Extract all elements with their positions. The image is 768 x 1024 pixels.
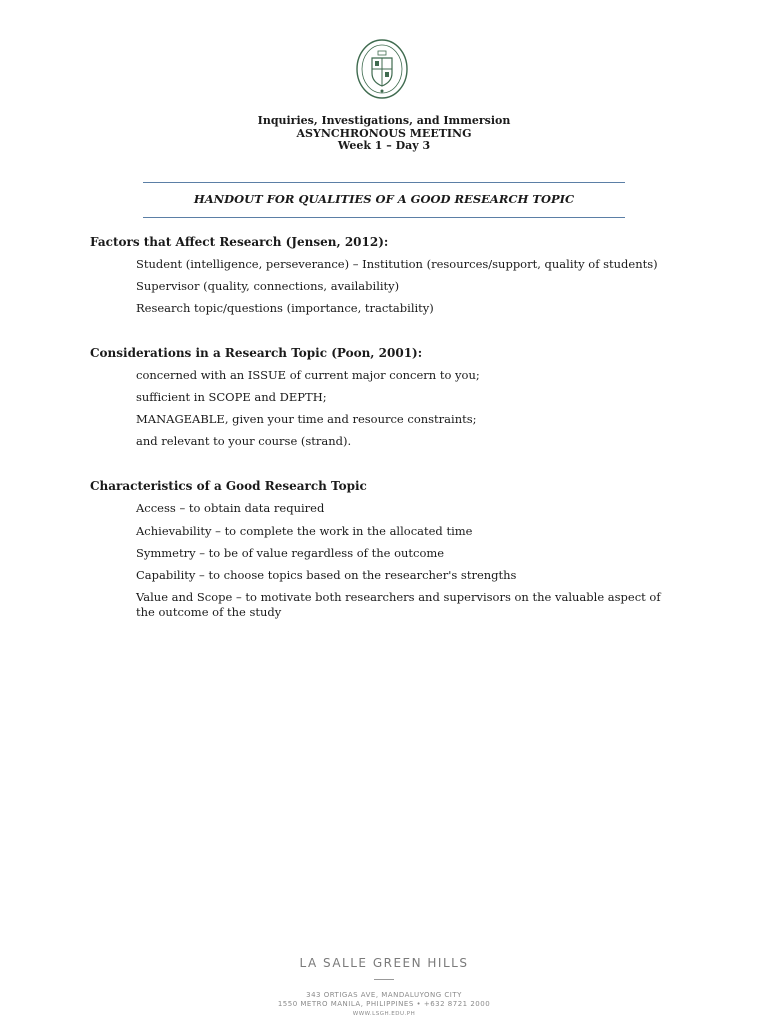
list-item: Symmetry – to be of value regardless of the outcome (136, 546, 445, 560)
course-title: Inquiries, Investigations, and Immersion (257, 114, 511, 127)
footer-address-line1: 343 ORTIGAS AVE, MANDALUYONG CITY (306, 991, 462, 999)
meeting-type: ASYNCHRONOUS MEETING (296, 126, 472, 140)
week-day: Week 1 – Day 3 (337, 139, 431, 152)
top-divider (143, 182, 625, 183)
list-item: concerned with an ISSUE of current major concern to you; (136, 368, 480, 382)
list-item: Value and Scope – to motivate both researchers and supervisors on the valuable aspect of the outcome of the study (136, 590, 661, 619)
list-item: Student (intelligence, perseverance) – Institution (resources/support, quality of students) (136, 257, 658, 271)
list-item: MANAGEABLE, given your time and resource constraints; (136, 412, 477, 426)
list-item: Access – to obtain data required (136, 501, 325, 515)
footer-divider (374, 979, 394, 980)
school-seal-icon (355, 38, 409, 100)
bottom-divider (143, 217, 625, 218)
section-heading-characteristics: Characteristics of a Good Research Topic (90, 479, 367, 493)
list-item: Research topic/questions (importance, tractability) (136, 301, 434, 315)
list-item: Achievability – to complete the work in the allocated time (136, 524, 473, 538)
section-heading-considerations: Considerations in a Research Topic (Poon, 2001): (90, 346, 423, 360)
document-header (0, 115, 768, 153)
list-item: Supervisor (quality, connections, availability) (136, 279, 400, 293)
footer-website: WWW.LSGH.EDU.PH (352, 1011, 416, 1017)
list-item: sufficient in SCOPE and DEPTH; (136, 390, 327, 404)
list-item: Capability – to choose topics based on the researcher's strengths (136, 568, 517, 582)
list-item: and relevant to your course (strand). (136, 434, 352, 448)
section-heading-factors: Factors that Affect Research (Jensen, 2012): (90, 235, 389, 249)
footer-school-name: LA SALLE GREEN HILLS (299, 956, 469, 970)
handout-title: HANDOUT FOR QUALITIES OF A GOOD RESEARCH TOPIC (193, 192, 575, 206)
footer-address-line2: 1550 METRO MANILA, PHILIPPINES • +632 8721 2000 (277, 1000, 491, 1008)
